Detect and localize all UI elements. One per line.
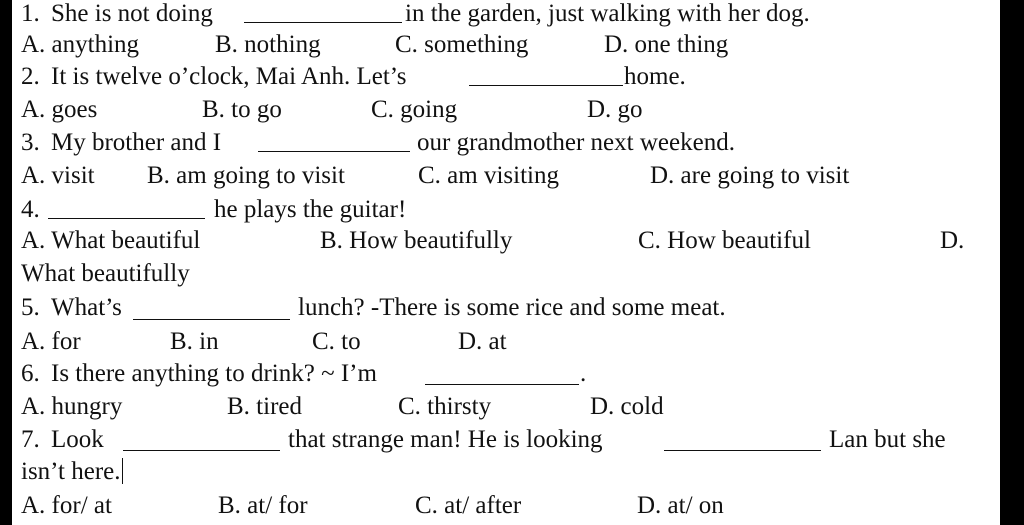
q3-option-c[interactable]: C. am visiting	[418, 162, 559, 189]
q1-option-a[interactable]: A. anything	[21, 31, 140, 58]
q2-text-after: home.	[624, 63, 686, 90]
q6-option-c[interactable]: C. thirsty	[398, 393, 492, 420]
q7-number: 7.	[21, 426, 40, 453]
q2-option-b[interactable]: B. to go	[202, 96, 282, 123]
q5-option-d[interactable]: D. at	[458, 328, 507, 355]
q4-option-d[interactable]: D.	[940, 227, 965, 254]
q3-number: 3.	[21, 129, 40, 156]
q4-option-d-continuation[interactable]: What beautifully	[21, 260, 190, 287]
q2-option-a[interactable]: A. goes	[21, 96, 98, 123]
q5-option-b[interactable]: B. in	[170, 328, 219, 355]
q4-option-c[interactable]: C. How beautiful	[638, 227, 811, 254]
q1-blank[interactable]	[244, 22, 402, 23]
q4-option-b[interactable]: B. How beautifully	[320, 227, 513, 254]
worksheet-page	[12, 0, 1000, 525]
q7-option-d[interactable]: D. at/ on	[637, 492, 724, 519]
q3-option-b[interactable]: B. am going to visit	[147, 162, 345, 189]
q2-text-before: It is twelve o’clock, Mai Anh. Let’s	[51, 63, 407, 90]
q7-option-a[interactable]: A. for/ at	[21, 492, 112, 519]
q4-blank[interactable]	[48, 218, 205, 219]
q6-option-d[interactable]: D. cold	[590, 393, 664, 420]
q7-continuation-text: isn’t here.	[21, 458, 121, 485]
q2-option-c[interactable]: C. going	[371, 96, 458, 123]
q6-number: 6.	[21, 360, 40, 387]
q6-text-after: .	[580, 360, 587, 387]
q2-blank[interactable]	[469, 85, 623, 86]
q7-option-b[interactable]: B. at/ for	[218, 492, 308, 519]
q5-number: 5.	[21, 294, 40, 321]
q1-text-after: in the garden, just walking with her dog.	[405, 0, 810, 27]
q7-text-continuation	[21, 458, 123, 486]
q3-blank[interactable]	[258, 151, 410, 152]
q1-option-c[interactable]: C. something	[395, 31, 529, 58]
q5-option-a[interactable]: A. for	[21, 328, 81, 355]
q1-number: 1.	[21, 0, 40, 27]
q6-text-before: Is there anything to drink? ~ I’m	[51, 360, 377, 387]
q7-blank-2[interactable]	[664, 450, 821, 451]
q1-text-before: She is not doing	[51, 0, 213, 27]
q5-option-c[interactable]: C. to	[312, 328, 361, 355]
q6-option-b[interactable]: B. tired	[227, 393, 302, 420]
q4-number: 4.	[21, 196, 40, 223]
q6-option-a[interactable]: A. hungry	[21, 393, 123, 420]
q3-option-d[interactable]: D. are going to visit	[650, 162, 850, 189]
q4-text-after: he plays the guitar!	[214, 196, 407, 223]
q1-option-d[interactable]: D. one thing	[604, 31, 729, 58]
q3-text-before: My brother and I	[51, 129, 222, 156]
q1-option-b[interactable]: B. nothing	[215, 31, 321, 58]
q3-option-a[interactable]: A. visit	[21, 162, 95, 189]
q7-blank-1[interactable]	[123, 450, 280, 451]
q3-text-after: our grandmother next weekend.	[417, 129, 735, 156]
q7-text-after: Lan but she	[829, 426, 946, 453]
q7-text-before: Look	[51, 426, 104, 453]
q2-number: 2.	[21, 63, 40, 90]
text-cursor	[122, 458, 124, 484]
q7-option-c[interactable]: C. at/ after	[415, 492, 522, 519]
q4-option-a[interactable]: A. What beautiful	[21, 227, 201, 254]
q6-blank[interactable]	[425, 384, 579, 385]
q2-option-d[interactable]: D. go	[587, 96, 643, 123]
q5-text-after: lunch? -There is some rice and some meat.	[298, 294, 726, 321]
q5-text-before: What’s	[51, 294, 122, 321]
q5-blank[interactable]	[133, 319, 290, 320]
q7-text-middle: that strange man! He is looking	[288, 426, 603, 453]
